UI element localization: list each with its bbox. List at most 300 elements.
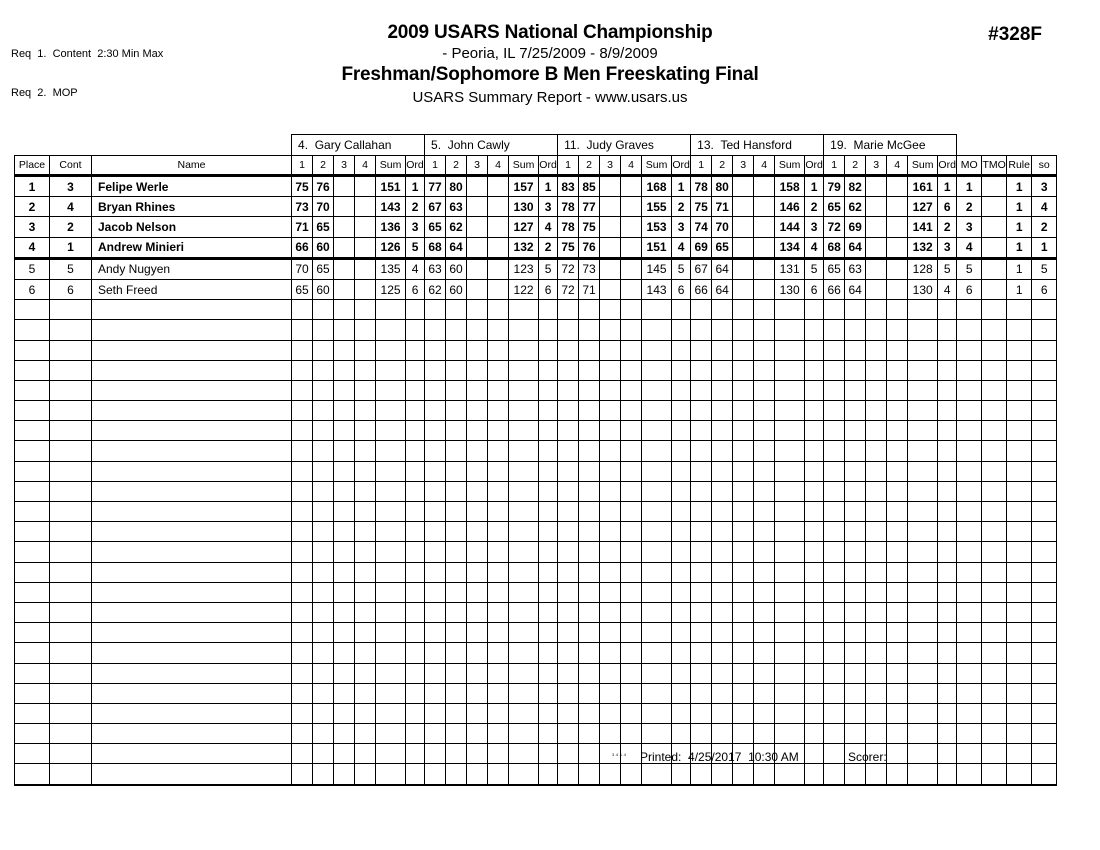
empty-cell	[355, 502, 376, 522]
cell-judge5-ord: 5	[938, 258, 957, 279]
empty-cell	[313, 602, 334, 622]
empty-cell	[1007, 522, 1032, 542]
empty-cell	[1007, 562, 1032, 582]
empty-cell	[621, 602, 642, 622]
empty-cell	[376, 340, 406, 360]
empty-cell	[1032, 502, 1057, 522]
empty-cell	[824, 582, 845, 602]
empty-cell	[467, 703, 488, 723]
cell-judge3-sum: 155	[642, 197, 672, 217]
cell-place: 4	[15, 237, 50, 258]
empty-cell	[488, 320, 509, 340]
empty-cell	[733, 401, 754, 421]
empty-cell	[15, 522, 50, 542]
empty-cell	[376, 360, 406, 380]
cell-judge1-s2: 70	[313, 197, 334, 217]
cell-judge3-s4	[621, 197, 642, 217]
cell-judge4-ord: 5	[805, 258, 824, 279]
requirements-block	[11, 22, 163, 113]
empty-cell	[691, 623, 712, 643]
column-header-judge3-ord: Ord	[672, 156, 691, 176]
empty-cell	[845, 562, 866, 582]
empty-cell	[866, 663, 887, 683]
cell-judge2-ord: 5	[539, 258, 558, 279]
empty-cell	[887, 320, 908, 340]
empty-cell	[376, 724, 406, 744]
empty-cell	[292, 562, 313, 582]
cell-judge1-s2: 60	[313, 237, 334, 258]
empty-cell	[672, 421, 691, 441]
cell-judge3-ord: 6	[672, 279, 691, 299]
empty-cell	[908, 401, 938, 421]
empty-cell	[1007, 300, 1032, 320]
empty-cell	[488, 340, 509, 360]
empty-cell	[908, 703, 938, 723]
cell-judge5-s1: 72	[824, 217, 845, 237]
empty-cell	[754, 522, 775, 542]
empty-cell	[467, 683, 488, 703]
empty-cell	[775, 461, 805, 481]
empty-cell	[292, 340, 313, 360]
empty-cell	[957, 421, 982, 441]
empty-cell	[425, 602, 446, 622]
cell-tmo	[982, 237, 1007, 258]
cell-judge5-sum: 128	[908, 258, 938, 279]
empty-cell	[579, 300, 600, 320]
empty-cell	[92, 340, 292, 360]
empty-cell	[425, 582, 446, 602]
cell-judge4-s2: 65	[712, 237, 733, 258]
column-header-judge4-2: 2	[712, 156, 733, 176]
empty-cell	[509, 703, 539, 723]
cell-judge2-sum: 127	[509, 217, 539, 237]
judge-name-text: John Cawly	[447, 138, 510, 152]
empty-cell	[672, 683, 691, 703]
empty-cell	[866, 542, 887, 562]
column-header-judge2-3: 3	[467, 156, 488, 176]
cell-rule: 1	[1007, 197, 1032, 217]
empty-cell	[539, 663, 558, 683]
empty-cell	[406, 522, 425, 542]
cell-judge5-sum: 132	[908, 237, 938, 258]
empty-cell	[938, 300, 957, 320]
empty-cell	[691, 401, 712, 421]
empty-cell	[754, 360, 775, 380]
empty-cell	[488, 623, 509, 643]
cell-tmo	[982, 197, 1007, 217]
empty-cell	[908, 441, 938, 461]
empty-cell	[672, 522, 691, 542]
empty-cell	[406, 582, 425, 602]
empty-cell	[824, 401, 845, 421]
cell-so: 6	[1032, 279, 1057, 299]
column-header-judge5-2: 2	[845, 156, 866, 176]
empty-cell	[845, 300, 866, 320]
cell-judge1-s1: 75	[292, 176, 313, 197]
empty-cell	[733, 703, 754, 723]
empty-cell	[15, 703, 50, 723]
empty-cell	[579, 441, 600, 461]
empty-cell	[621, 542, 642, 562]
judge-name-text: Marie McGee	[853, 138, 926, 152]
empty-cell	[376, 441, 406, 461]
empty-cell	[406, 481, 425, 501]
empty-cell	[982, 542, 1007, 562]
empty-cell	[92, 703, 292, 723]
empty-table-row	[15, 340, 1057, 360]
cell-judge1-s2: 60	[313, 279, 334, 299]
empty-cell	[292, 724, 313, 744]
empty-cell	[1007, 764, 1032, 785]
empty-cell	[446, 703, 467, 723]
empty-cell	[92, 522, 292, 542]
empty-cell	[579, 602, 600, 622]
empty-cell	[92, 300, 292, 320]
empty-cell	[733, 562, 754, 582]
empty-cell	[672, 582, 691, 602]
empty-cell	[805, 320, 824, 340]
empty-cell	[92, 764, 292, 785]
empty-cell	[406, 421, 425, 441]
cell-judge3-s4	[621, 258, 642, 279]
cell-skater-name: Felipe Werle	[92, 176, 292, 197]
empty-cell	[509, 724, 539, 744]
empty-cell	[866, 320, 887, 340]
empty-cell	[425, 502, 446, 522]
empty-cell	[539, 380, 558, 400]
empty-cell	[887, 401, 908, 421]
column-header-judge5-ord: Ord	[938, 156, 957, 176]
empty-cell	[446, 360, 467, 380]
empty-cell	[805, 380, 824, 400]
empty-table-row	[15, 522, 1057, 542]
empty-cell	[672, 643, 691, 663]
empty-table-row	[15, 623, 1057, 643]
cell-rule: 1	[1007, 258, 1032, 279]
empty-cell	[824, 502, 845, 522]
empty-cell	[982, 380, 1007, 400]
empty-cell	[92, 360, 292, 380]
cell-judge1-s4	[355, 197, 376, 217]
empty-cell	[712, 300, 733, 320]
empty-cell	[376, 643, 406, 663]
empty-cell	[866, 380, 887, 400]
empty-cell	[712, 683, 733, 703]
score-sheet	[14, 134, 1050, 786]
empty-cell	[957, 360, 982, 380]
empty-cell	[313, 643, 334, 663]
empty-cell	[425, 643, 446, 663]
empty-cell	[672, 724, 691, 744]
cell-judge5-s4	[887, 237, 908, 258]
empty-cell	[982, 340, 1007, 360]
empty-cell	[845, 360, 866, 380]
column-header-row	[15, 156, 1057, 176]
empty-cell	[509, 320, 539, 340]
empty-cell	[866, 502, 887, 522]
empty-cell	[621, 320, 642, 340]
empty-cell	[712, 542, 733, 562]
empty-cell	[1032, 542, 1057, 562]
table-row	[15, 176, 1057, 197]
empty-cell	[824, 683, 845, 703]
empty-cell	[376, 481, 406, 501]
empty-cell	[712, 663, 733, 683]
empty-cell	[775, 300, 805, 320]
empty-cell	[406, 663, 425, 683]
empty-cell	[488, 582, 509, 602]
cell-judge2-s3	[467, 217, 488, 237]
empty-cell	[845, 663, 866, 683]
empty-cell	[672, 663, 691, 683]
empty-cell	[355, 703, 376, 723]
cell-judge3-s3	[600, 258, 621, 279]
cell-contestant-number: 3	[50, 176, 92, 197]
cell-judge3-s2: 75	[579, 217, 600, 237]
empty-cell	[425, 320, 446, 340]
empty-cell	[509, 300, 539, 320]
empty-cell	[600, 320, 621, 340]
empty-cell	[805, 522, 824, 542]
empty-cell	[446, 562, 467, 582]
cell-judge5-s1: 65	[824, 258, 845, 279]
cell-judge4-s3	[733, 237, 754, 258]
empty-cell	[334, 522, 355, 542]
empty-cell	[733, 300, 754, 320]
empty-cell	[313, 481, 334, 501]
cell-place: 5	[15, 258, 50, 279]
cell-judge3-s3	[600, 217, 621, 237]
empty-cell	[292, 300, 313, 320]
cell-judge5-sum: 127	[908, 197, 938, 217]
empty-cell	[334, 663, 355, 683]
empty-cell	[446, 683, 467, 703]
empty-cell	[957, 643, 982, 663]
column-header-judge4-1: 1	[691, 156, 712, 176]
empty-cell	[957, 582, 982, 602]
empty-cell	[672, 542, 691, 562]
cell-judge1-s1: 71	[292, 217, 313, 237]
column-header-name: Name	[92, 156, 292, 176]
empty-cell	[467, 663, 488, 683]
empty-cell	[642, 663, 672, 683]
empty-cell	[775, 623, 805, 643]
empty-cell	[467, 380, 488, 400]
empty-cell	[50, 360, 92, 380]
empty-cell	[621, 582, 642, 602]
empty-cell	[957, 401, 982, 421]
empty-cell	[467, 623, 488, 643]
empty-cell	[1032, 724, 1057, 744]
empty-cell	[642, 421, 672, 441]
empty-cell	[92, 421, 292, 441]
empty-cell	[376, 542, 406, 562]
empty-cell	[425, 663, 446, 683]
empty-cell	[754, 582, 775, 602]
judge-number: 5.	[431, 138, 442, 152]
empty-cell	[672, 441, 691, 461]
empty-cell	[957, 562, 982, 582]
empty-cell	[866, 643, 887, 663]
empty-cell	[406, 562, 425, 582]
empty-cell	[938, 683, 957, 703]
empty-cell	[621, 340, 642, 360]
empty-cell	[334, 643, 355, 663]
empty-cell	[355, 542, 376, 562]
empty-table-row	[15, 724, 1057, 744]
empty-cell	[754, 461, 775, 481]
empty-cell	[887, 380, 908, 400]
version-stamp: 3.4.1.4	[612, 752, 627, 757]
cell-place: 1	[15, 176, 50, 197]
empty-cell	[887, 683, 908, 703]
empty-cell	[712, 401, 733, 421]
empty-cell	[754, 703, 775, 723]
column-header-place: Place	[15, 156, 50, 176]
empty-cell	[866, 401, 887, 421]
empty-cell	[425, 481, 446, 501]
empty-cell	[509, 562, 539, 582]
empty-cell	[558, 401, 579, 421]
empty-cell	[446, 380, 467, 400]
empty-cell	[425, 703, 446, 723]
empty-cell	[579, 502, 600, 522]
empty-cell	[845, 643, 866, 663]
empty-cell	[334, 461, 355, 481]
empty-cell	[355, 320, 376, 340]
empty-cell	[446, 340, 467, 360]
cell-judge4-ord: 2	[805, 197, 824, 217]
empty-cell	[754, 562, 775, 582]
empty-cell	[805, 683, 824, 703]
empty-cell	[92, 623, 292, 643]
empty-cell	[845, 502, 866, 522]
empty-cell	[642, 562, 672, 582]
empty-cell	[982, 562, 1007, 582]
empty-cell	[355, 522, 376, 542]
cell-judge1-s2: 65	[313, 217, 334, 237]
empty-cell	[92, 481, 292, 501]
empty-cell	[600, 360, 621, 380]
empty-cell	[642, 683, 672, 703]
empty-cell	[672, 360, 691, 380]
empty-cell	[938, 340, 957, 360]
cell-contestant-number: 4	[50, 197, 92, 217]
empty-cell	[406, 764, 425, 785]
empty-cell	[754, 623, 775, 643]
empty-cell	[642, 764, 672, 785]
empty-cell	[446, 300, 467, 320]
empty-cell	[824, 623, 845, 643]
empty-cell	[866, 582, 887, 602]
empty-table-row	[15, 582, 1057, 602]
cell-judge4-s4	[754, 279, 775, 299]
event-title: Freshman/Sophomore B Men Freeskating Final	[341, 64, 759, 85]
empty-cell	[558, 340, 579, 360]
empty-cell	[446, 663, 467, 683]
empty-cell	[887, 340, 908, 360]
empty-cell	[845, 340, 866, 360]
column-header-judge1-2: 2	[313, 156, 334, 176]
empty-cell	[600, 380, 621, 400]
cell-judge1-s3	[334, 258, 355, 279]
empty-cell	[579, 764, 600, 785]
empty-cell	[292, 602, 313, 622]
empty-cell	[355, 643, 376, 663]
empty-cell	[15, 461, 50, 481]
empty-cell	[50, 643, 92, 663]
empty-cell	[1032, 522, 1057, 542]
empty-cell	[50, 562, 92, 582]
empty-cell	[733, 623, 754, 643]
empty-cell	[488, 421, 509, 441]
empty-cell	[733, 380, 754, 400]
empty-table-row	[15, 663, 1057, 683]
cell-judge1-ord: 3	[406, 217, 425, 237]
cell-judge4-s3	[733, 279, 754, 299]
cell-mo: 4	[957, 237, 982, 258]
empty-cell	[509, 380, 539, 400]
cell-contestant-number: 1	[50, 237, 92, 258]
empty-cell	[334, 502, 355, 522]
cell-judge5-s1: 66	[824, 279, 845, 299]
empty-cell	[425, 542, 446, 562]
cell-judge2-s4	[488, 176, 509, 197]
empty-cell	[824, 703, 845, 723]
empty-cell	[600, 421, 621, 441]
empty-cell	[1032, 421, 1057, 441]
empty-cell	[1032, 582, 1057, 602]
empty-cell	[425, 421, 446, 441]
cell-judge5-s3	[866, 237, 887, 258]
cell-judge3-sum: 143	[642, 279, 672, 299]
cell-judge2-s4	[488, 279, 509, 299]
empty-cell	[754, 663, 775, 683]
empty-cell	[334, 380, 355, 400]
empty-cell	[621, 360, 642, 380]
empty-cell	[1007, 683, 1032, 703]
empty-cell	[539, 602, 558, 622]
empty-cell	[446, 401, 467, 421]
empty-cell	[775, 340, 805, 360]
empty-cell	[488, 401, 509, 421]
empty-cell	[621, 502, 642, 522]
cell-judge1-ord: 5	[406, 237, 425, 258]
empty-cell	[908, 461, 938, 481]
empty-cell	[957, 320, 982, 340]
empty-cell	[376, 502, 406, 522]
empty-cell	[938, 703, 957, 723]
empty-cell	[805, 643, 824, 663]
empty-cell	[691, 663, 712, 683]
empty-cell	[642, 481, 672, 501]
empty-cell	[957, 683, 982, 703]
cell-judge3-ord: 3	[672, 217, 691, 237]
empty-cell	[92, 562, 292, 582]
cell-judge2-s4	[488, 217, 509, 237]
empty-cell	[92, 542, 292, 562]
cell-judge1-s2: 76	[313, 176, 334, 197]
empty-cell	[982, 441, 1007, 461]
empty-cell	[488, 643, 509, 663]
empty-cell	[908, 481, 938, 501]
judge-name-text: Ted Hansford	[720, 138, 792, 152]
cell-judge2-s2: 63	[446, 197, 467, 217]
empty-cell	[406, 401, 425, 421]
cell-judge1-s1: 70	[292, 258, 313, 279]
empty-cell	[579, 421, 600, 441]
empty-cell	[467, 764, 488, 785]
